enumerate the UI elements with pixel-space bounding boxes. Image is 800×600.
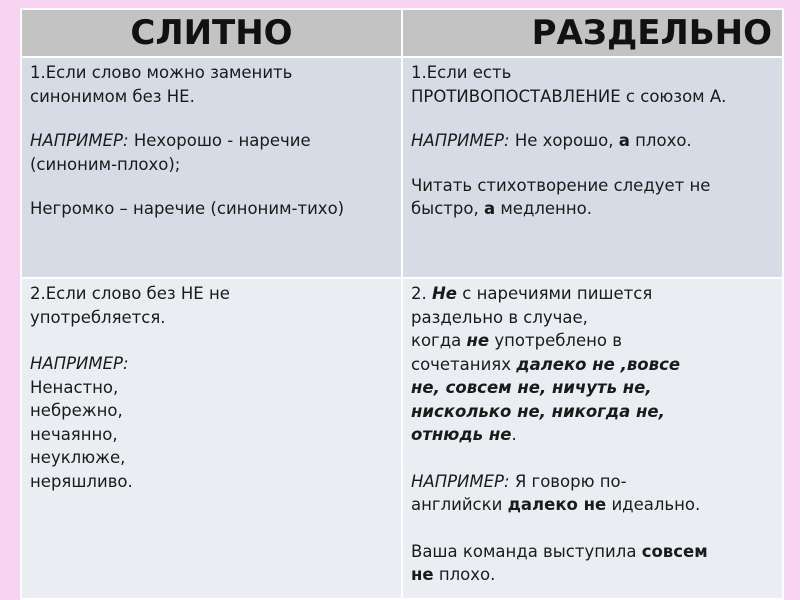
example-text: Негромко – наречие (синоним-тихо) [30,199,345,218]
cell-separate-rule2 [403,279,782,598]
example-label: НАПРИМЕР: [411,131,510,150]
rule-line: не, совсем не, ничуть не, [411,378,652,397]
conjunction: а [618,131,630,150]
example-line: НАПРИМЕР: Не хорошо, а плохо. [411,131,692,150]
example-word: Ненастно, [30,377,119,397]
slide [20,8,784,600]
example-line: Читать стихотворение следует не быстро, а медленно. [411,175,711,218]
rule-line: раздельно в случае, [411,307,588,327]
cell-together-rule2 [22,279,401,598]
conjunction: а [483,199,496,218]
example-line: не плохо. [411,565,496,584]
rule-text: употребляется. [30,307,166,327]
example-word: небрежно, [30,401,123,420]
header-separate: РАЗДЕЛЬНО [403,10,782,56]
example-word: неряшливо. [30,471,133,491]
example-label: НАПРИМЕР: [30,131,129,150]
example-line: Ваша команда выступила совсем [411,541,708,561]
table-row [22,279,782,598]
rule-text: 1.Если слово можно заменить синонимом без НЕ. [30,63,293,106]
cell-together-rule1 [22,58,401,277]
header-row [22,10,782,56]
rule-text: 2.Если слово без НЕ не [30,284,230,303]
rules-table [20,8,784,600]
example-line [30,129,393,176]
header-together: СЛИТНО [22,10,401,56]
rule-line: сочетаниях далеко не ,вовсе [411,354,681,374]
example-line: НАПРИМЕР: Я говорю по- [411,471,627,491]
example-line: английски далеко не идеально. [411,495,701,514]
example-label: НАПРИМЕР: [411,471,510,491]
rule-line: отнюдь не. [411,425,517,444]
rule-line: нисколько не, никогда не, [411,401,665,421]
example-word: нечаянно, [30,424,118,444]
rule-line: 2. Не с наречиями пишется [411,284,653,303]
cell-separate-rule1 [403,58,782,277]
rule-line: когда не употреблено в [411,331,622,350]
rule-text: 1.Если есть [411,63,512,82]
table-row [22,58,782,277]
example-text: Нехорошо - наречие (синоним-плохо); [30,131,311,174]
rule-text: ПРОТИВОПОСТАВЛЕНИЕ с союзом А. [411,86,727,106]
example-word: неуклюже, [30,448,126,467]
example-label: НАПРИМЕР: [30,354,129,373]
